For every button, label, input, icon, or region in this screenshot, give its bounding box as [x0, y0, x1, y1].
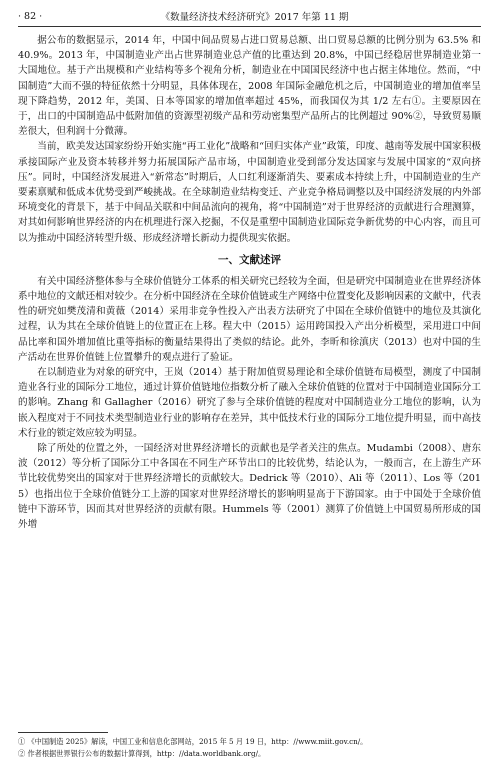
footnote: ② 作者根据世界银行公布的数据计算得到，http：//data.worldbank.org/。	[18, 749, 266, 758]
running-header	[18, 6, 481, 27]
footnote-divider	[18, 732, 108, 733]
journal-title: 《数量经济技术经济研究》2017 年第 11 期	[160, 12, 349, 23]
paragraph: 除了所处的位置之外，一国经济对世界经济增长的贡献也是学者关注的焦点。Mudambi（2008）、唐东波（2012）等分析了国际分工中各国在不同生产环节出口的比较优势，结论认为，一般而言，在上游生产环节比较优势突出的国家对于世界经济增长的贡献较大。Dedrick 等（2010）、Ali 等（2011）、Los 等（2015）也指出位于全球价值链分工上游的国家对世界经济增长的影响明显高于下游国家。由于中国处于全球价值链中下游环节，因而其对世界经济的贡献有限。Hummels 等（2001）测算了价值链上中国贸易所形成的国外增	[18, 443, 481, 531]
paragraph: 据公布的数据显示，2014 年，中国中间品贸易占进口贸易总额、出口贸易总额的比例分别为 63.5% 和 40.9%。2013 年，中国制造业产出占世界制造业总产值的比重达到 20.8%，中国已经稳居世界制造业第一大国地位。基于产出规模和产业结构等多个视角分析，制造业在中国国民经济中也占据主体地位。然而，“中国制造”大而不强的特征依然十分明显，具体体现在，2008 年国际金融危机之后，中国制造业的增加值率呈现下降趋势，2012 年，美国、日本等国家的增加值率超过 45%，而我国仅为其 1/2 左右①。主要原因在于，出口的中国制造品中低附加值的资源型初级产品和劳动密集型产品所占的比例超过 90%②，导致贸易顺差很大，但利润十分微薄。	[18, 35, 481, 138]
page	[0, 6, 498, 771]
paragraph: 有关中国经济整体参与全球价值链分工体系的相关研究已经较为全面，但是研究中国制造业在世界经济体系中地位的文献还相对较少。在分析中国经济在全球价值链或生产网络中位置变化及影响因素的文献中，代表性的研究如樊茂清和黄薇（2014）采用非竞争性投入产出表方法研究了中国在全球价值链中的地位及其演化过程，认为其在全球价值链上的位置正在上移。程大中（2015）运用跨国投入产出分析模型，采用进口中间品比率和国外增加值比重等指标的衡量结果得出了类似的结论。此外，李昕和徐滇庆（2013）也对中国的生产活动在世界价值链上位置攀升的观点进行了验证。	[18, 275, 481, 363]
footnote: ① 《中国制造 2025》解读，中国工业和信息化部网站，2015 年 5 月 19 日，http：//www.miit.gov.cn/。	[18, 737, 368, 746]
body-text	[18, 33, 481, 532]
paragraph: 在以制造业为对象的研究中，王岚（2014）基于附加值贸易理论和全球价值链布局模型，测度了中国制造业各行业的国际分工地位，通过计算价值链地位指数分析了融入全球价值链的位置对于中国制造业国际分工的影响。Zhang 和 Gallagher（2016）研究了参与全球价值链的程度对中国制造业分工地位的影响，认为嵌入程度对于不同技术类型制造业行业的影响存在差异，其中低技术行业的国际分工地位提升明显，而中高技术行业的锁定效应较为明显。	[18, 367, 481, 439]
paragraph: 当前，欧美发达国家纷纷开始实施“再工业化”战略和“回归实体产业”政策，印度、越南等发展中国家积极承接国际产业及资本转移并努力拓展国际产品市场，中国制造业受到部分发达国家与发展中国家的“双向挤压”。同时，中国经济发展进入“新常态”时期后，人口红利逐渐消失、要素成本持续上升，中国制造业的生产要素禀赋和低成本优势受到严峻挑战。在全球制造业结构变迁、产业竞争格局调整以及中国经济发展的内外部环境变化的背景下，基于中间品关联和中间品流向的视角，将“中国制造”对于世界经济的贡献进行合理测算，对其如何影响世界经济的内在机理进行深入挖掘，不仅是重塑中国制造业国际竞争新优势的中心内容，而且可以为推动中国经济转型升级、形成经济增长新动力提供现实依据。	[18, 141, 481, 244]
page-number: · 82 ·	[18, 10, 43, 22]
footnotes	[18, 736, 481, 760]
section-heading: 一、文献述评	[218, 253, 281, 266]
